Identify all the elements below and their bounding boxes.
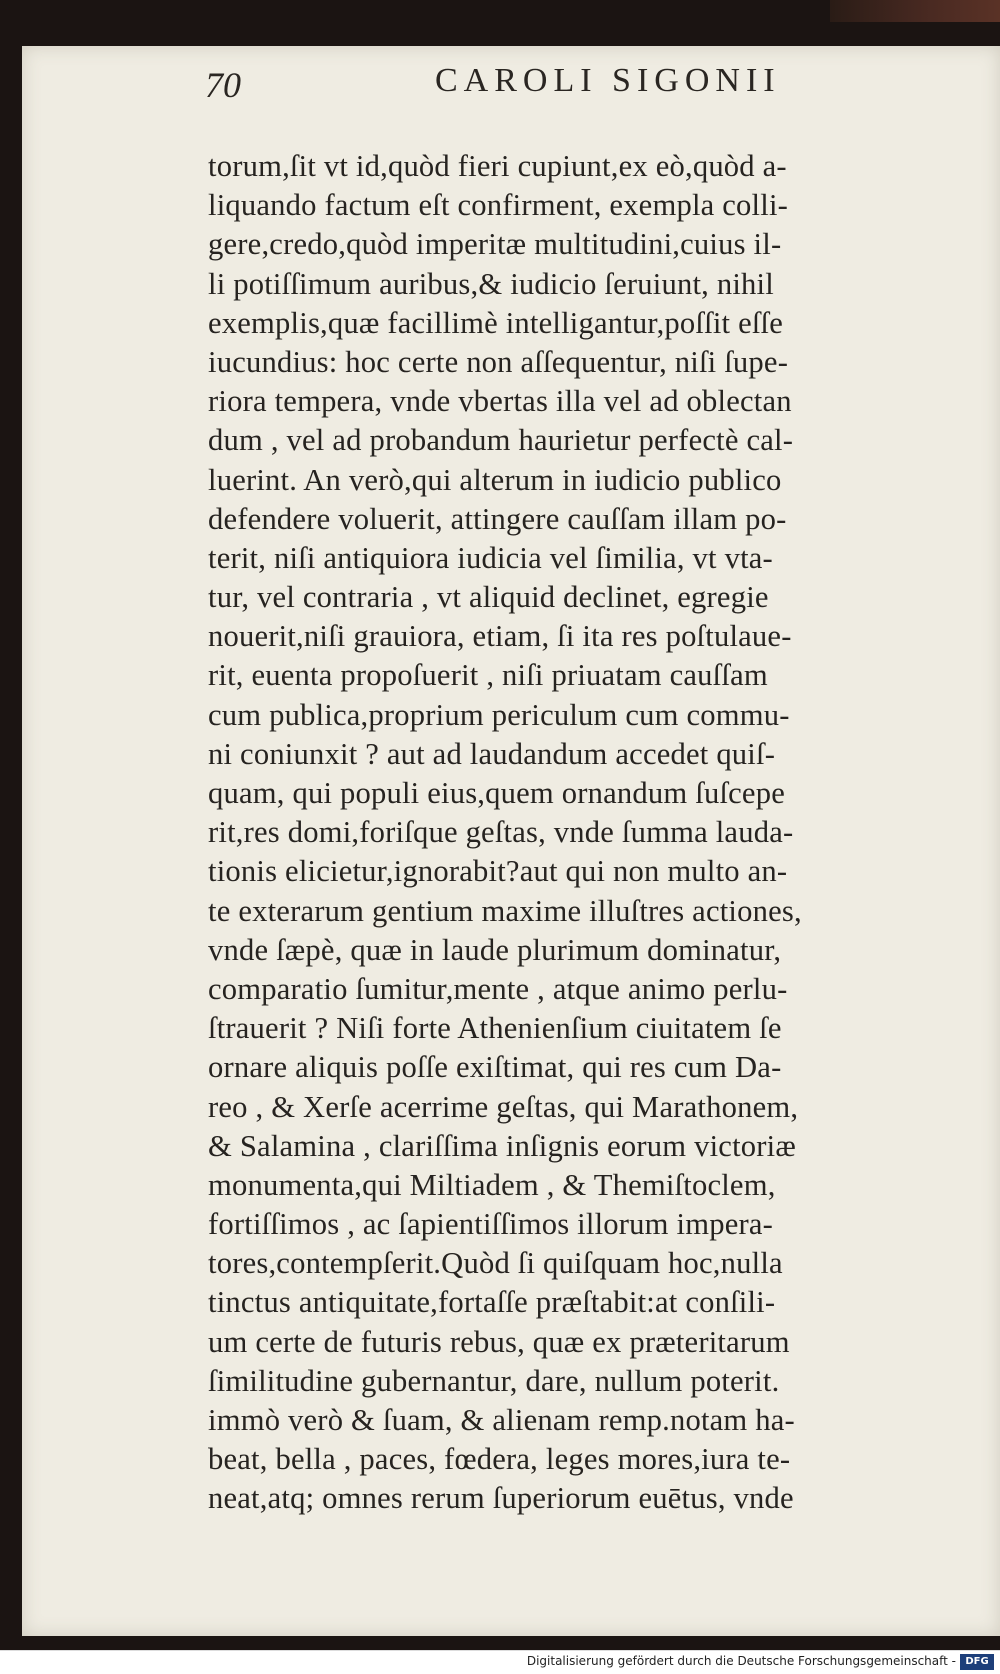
text-line: fortiſſimos , ac ſapientiſſimos illorum impera- bbox=[208, 1206, 774, 1242]
text-line: quam, qui populi eius,quem ornandum ſuſcepe bbox=[208, 775, 785, 810]
digitization-credit: Digitalisierung gefördert durch die Deutsche Forschungsgemeinschaft - bbox=[526, 1654, 956, 1668]
text-line: vnde ſæpè, quæ in laude plurimum dominatur, bbox=[208, 931, 782, 967]
text-line: tionis elicietur,ignorabit?aut qui non multo an- bbox=[208, 853, 788, 889]
text-line: gere,credo,quòd imperitæ multitudini,cuius il- bbox=[208, 226, 782, 262]
text-line: reo , & Xerſe acerrime geſtas, qui Marathonem, bbox=[208, 1088, 799, 1124]
footer-bar bbox=[0, 1650, 1000, 1674]
text-line: nouerit,niſi grauiora, etiam, ſi ita res poſtulaue- bbox=[208, 618, 792, 654]
text-line: tores,contempſerit.Quòd ſi quiſquam hoc,nulla bbox=[208, 1245, 783, 1281]
text-line: torum,ſit vt id,quòd fieri cupiunt,ex eò,quòd a- bbox=[208, 148, 787, 183]
text-line: defendere voluerit, attingere cauſſam illam po- bbox=[208, 500, 787, 536]
text-line: liquando factum eſt confirment, exempla colli- bbox=[208, 187, 789, 223]
running-head: CAROLI SIGONII bbox=[435, 62, 781, 99]
page-header bbox=[205, 62, 825, 105]
text-line: ornare aliquis poſſe exiſtimat, qui res cum Da- bbox=[208, 1049, 782, 1085]
text-line: & Salamina , clariſſima inſignis eorum victoriæ bbox=[208, 1127, 796, 1163]
text-line: ni coniunxit ? aut ad laudandum accedet quiſ- bbox=[208, 735, 776, 771]
text-line: rit,res domi,foriſque geſtas, vnde ſumma lauda- bbox=[208, 814, 794, 850]
text-line: ſtrauerit ? Niſi forte Athenienſium ciuitatem ſe bbox=[208, 1010, 782, 1046]
dfg-logo-icon: DFG bbox=[960, 1654, 994, 1670]
text-line: cum publica,proprium periculum cum commu- bbox=[208, 696, 790, 732]
text-line: exemplis,quæ facillimè intelligantur,poſſit eſſe bbox=[208, 304, 784, 340]
text-line: tinctus antiquitate,fortaſſe præſtabit:at conſili- bbox=[208, 1284, 776, 1320]
text-line: terit, niſi antiquiora iudicia vel ſimilia, vt vta- bbox=[208, 539, 773, 575]
text-line: neat,atq; omnes rerum ſuperiorum euētus, vnde bbox=[208, 1480, 794, 1516]
text-line: dum , vel ad probandum haurietur perfectè cal- bbox=[208, 422, 794, 458]
text-line: li potiſſimum auribus,& iudicio ſeruiunt, nihil bbox=[208, 265, 774, 301]
text-line: beat, bella , paces, fœdera, leges mores,iura te- bbox=[208, 1441, 791, 1477]
text-line: monumenta,qui Miltiadem , & Themiſtoclem, bbox=[208, 1166, 776, 1202]
body-text bbox=[208, 146, 978, 1518]
text-line: comparatio ſumitur,mente , atque animo perlu- bbox=[208, 970, 788, 1006]
text-line: te exterarum gentium maxime illuſtres actiones, bbox=[208, 892, 802, 928]
text-line: ſimilitudine gubernantur, dare, nullum poterit. bbox=[208, 1362, 780, 1398]
text-line: rit, euenta propoſuerit , niſi priuatam cauſſam bbox=[208, 657, 768, 693]
page-number: 70 bbox=[205, 65, 241, 105]
text-line: riora tempera, vnde vbertas illa vel ad oblectan bbox=[208, 383, 792, 419]
text-line: luerint. An verò,qui alterum in iudicio publico bbox=[208, 461, 782, 497]
book-spine-edge bbox=[830, 0, 1000, 22]
text-line: um certe de futuris rebus, quæ ex præteritarum bbox=[208, 1323, 790, 1359]
text-line: immò verò & ſuam, & alienam remp.notam ha- bbox=[208, 1402, 795, 1437]
text-line: tur, vel contraria , vt aliquid declinet, egregie bbox=[208, 579, 769, 615]
text-line: iucundius: hoc certe non aſſequentur, niſi ſupe- bbox=[208, 343, 789, 379]
